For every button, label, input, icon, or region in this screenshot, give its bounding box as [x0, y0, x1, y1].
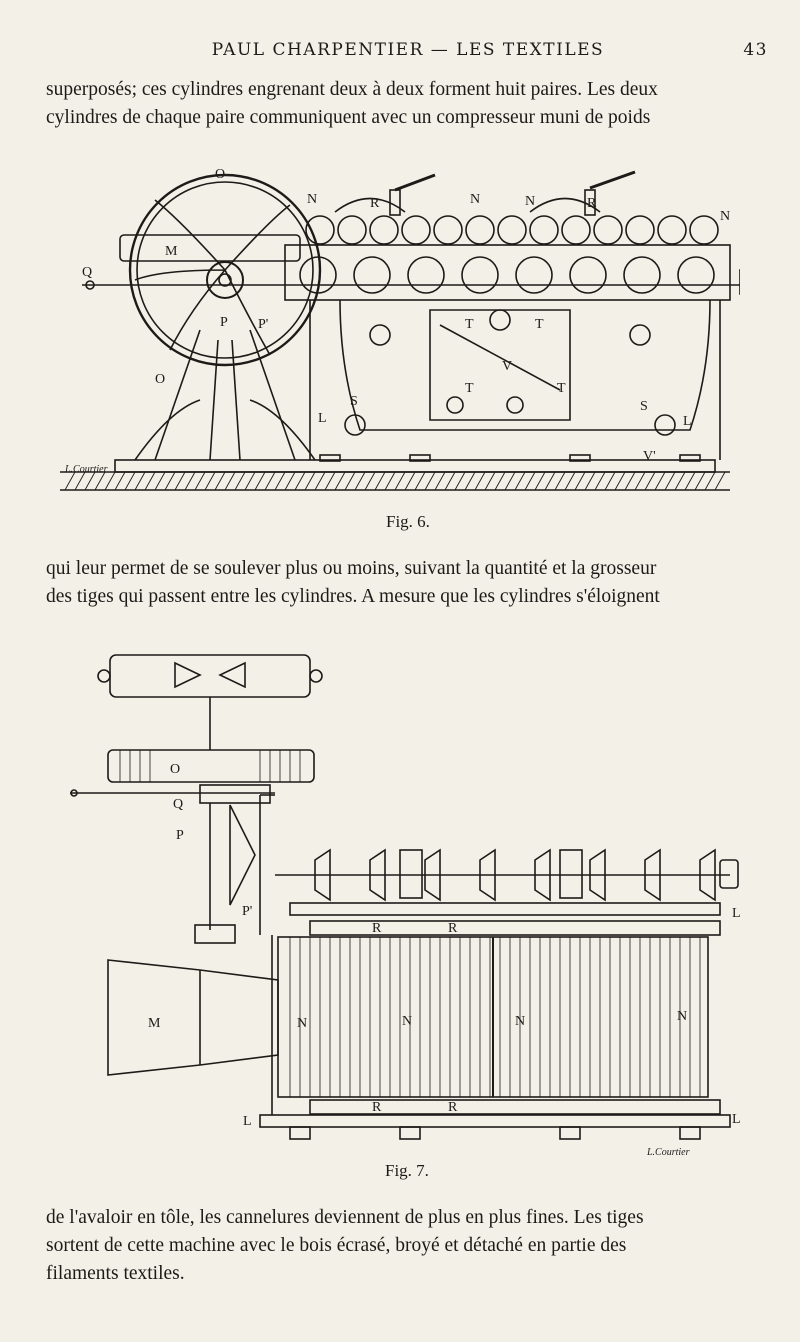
fig7-label-l: L — [732, 1112, 741, 1127]
fig7-label-l: L — [243, 1114, 252, 1129]
fig7-label-r: R — [372, 921, 382, 936]
text-line: qui leur permet de se soulever plus ou moins, suivant la quantité et la grosseur — [46, 558, 657, 579]
fig6-label-v-prime: V' — [643, 449, 656, 464]
figure-7-caption: Fig. 7. — [385, 1161, 429, 1180]
fig6-label-s: S — [640, 399, 648, 414]
fig7-label-n: N — [515, 1014, 526, 1029]
fig6-label-r: R — [587, 196, 597, 211]
text-line: cylindres de chaque paire communiquent avec un compresseur muni de poids — [46, 107, 651, 128]
paragraph-middle — [46, 555, 766, 611]
fig6-label-t: T — [465, 317, 474, 332]
page-number: 43 — [743, 40, 768, 60]
fig6-label-p-prime: P' — [258, 317, 269, 332]
paragraph-top — [46, 76, 766, 132]
text-line: filaments textiles. — [46, 1263, 185, 1284]
fig6-label-o-top: O — [215, 167, 226, 182]
header-title: PAUL CHARPENTIER — LES TEXTILES — [211, 40, 605, 60]
fig7-label-n: N — [402, 1014, 413, 1029]
fig6-label-s: S — [350, 394, 358, 409]
fig7-signature: L.Courtier — [647, 1147, 690, 1158]
fig6-label-n: N — [470, 192, 481, 207]
fig7-label-m: M — [148, 1016, 161, 1031]
fig6-label-r: R — [370, 196, 380, 211]
fig7-label-r: R — [372, 1100, 382, 1115]
fig6-label-n: N — [525, 194, 536, 209]
fig6-label-t: T — [557, 381, 566, 396]
fig6-label-t: T — [465, 381, 474, 396]
fig7-label-q: Q — [173, 797, 184, 812]
figure-6-illustration — [60, 160, 740, 500]
fig6-label-n: N — [307, 192, 318, 207]
fig6-label-p: P — [220, 315, 228, 330]
fig7-label-r: R — [448, 921, 458, 936]
fig7-label-p: P — [176, 828, 184, 843]
text-line: superposés; ces cylindres engrenant deux à deux forment huit paires. Les deux — [46, 79, 658, 100]
fig6-label-v: V — [502, 359, 513, 374]
fig6-label-q: Q — [82, 265, 93, 280]
fig6-label-o-left: O — [155, 372, 166, 387]
fig7-label-n: N — [297, 1016, 308, 1031]
paragraph-bottom — [46, 1204, 766, 1288]
fig6-label-l: L — [683, 414, 692, 429]
figure-7-illustration — [60, 645, 750, 1160]
fig6-label-n: N — [720, 209, 731, 224]
fig7-label-l: L — [732, 906, 741, 921]
fig6-signature: L.Courtier — [65, 464, 108, 475]
fig7-label-n: N — [677, 1009, 688, 1024]
text-line: de l'avaloir en tôle, les cannelures deviennent de plus en plus fines. Les tiges — [46, 1207, 644, 1228]
fig6-label-l: L — [318, 411, 327, 426]
figure-6-caption: Fig. 6. — [386, 512, 430, 531]
fig7-label-r: R — [448, 1100, 458, 1115]
fig6-label-m: M — [165, 244, 178, 259]
fig7-label-p-prime: P' — [242, 904, 253, 919]
fig7-label-o: O — [170, 762, 181, 777]
text-line: sortent de cette machine avec le bois écrasé, broyé et détaché en partie des — [46, 1235, 627, 1256]
running-header — [48, 40, 768, 62]
text-line: des tiges qui passent entre les cylindres. A mesure que les cylindres s'éloignent — [46, 586, 660, 607]
fig6-label-t: T — [535, 317, 544, 332]
